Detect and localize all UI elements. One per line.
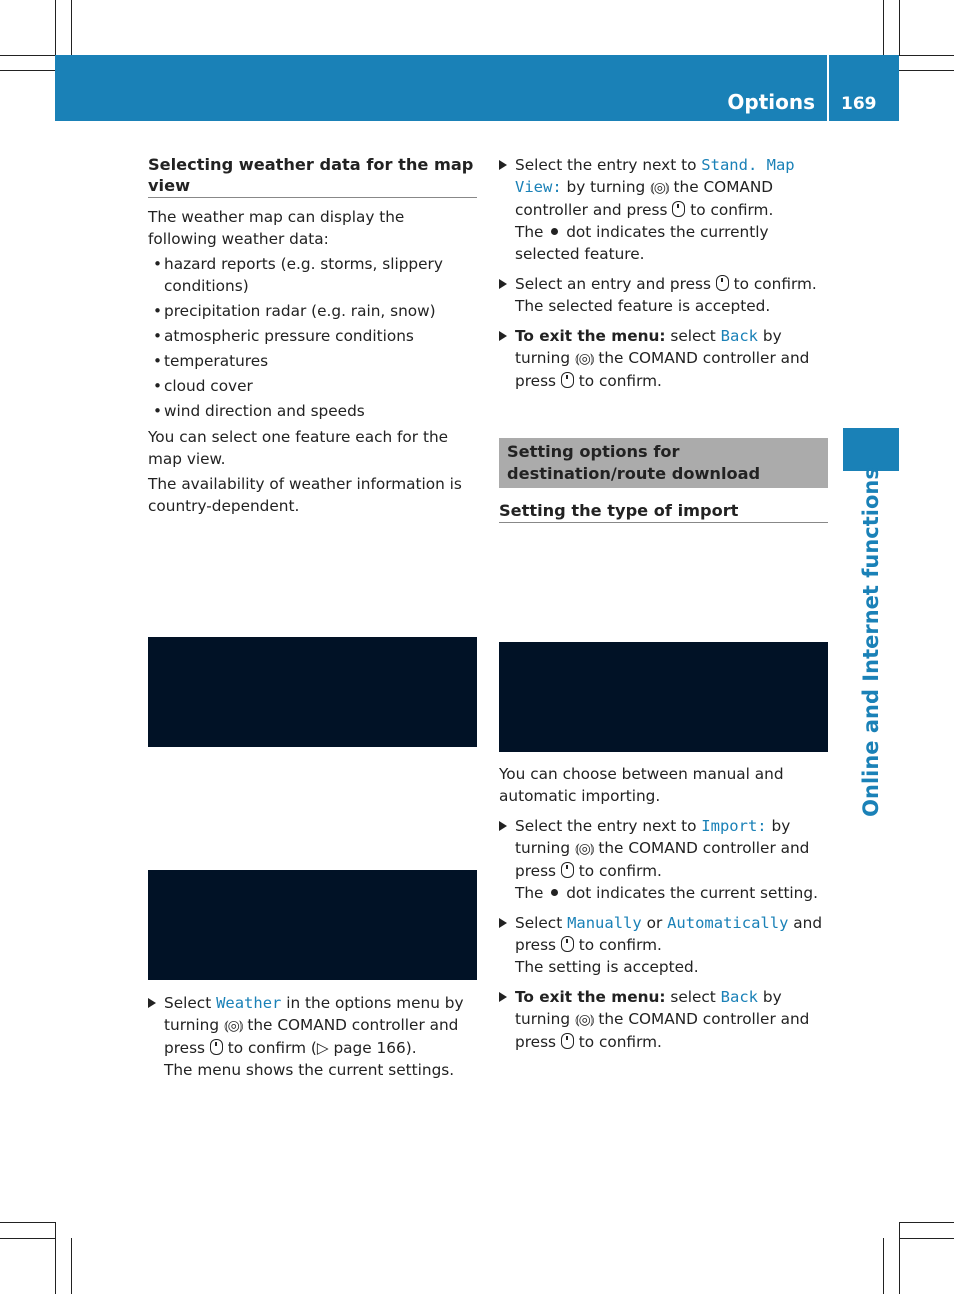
- chapter-tab: [843, 428, 899, 471]
- step-arrow-icon: [499, 918, 507, 928]
- crop-mark: [899, 70, 954, 71]
- section-title: Options: [727, 90, 815, 114]
- section-heading: Selecting weather data for the map view: [148, 155, 474, 195]
- crop-mark: [899, 1238, 954, 1239]
- list-item: • cloud cover: [153, 377, 253, 395]
- intro-text: The weather map can display the following weather data:: [148, 208, 405, 248]
- menu-item-automatically: Automatically: [667, 914, 789, 932]
- crop-mark: [899, 55, 954, 56]
- display-screenshot-1: [148, 637, 477, 747]
- instruction-step: Select Manually or Automatically and press to confirm. The setting is accepted.: [499, 912, 828, 978]
- instruction-step: Select the entry next to Stand. Map View: by turning ⦅◎⦆ the COMAND controller and press to confirm. The dot indicates the currently selected feature.: [499, 154, 828, 265]
- crop-mark: [899, 0, 900, 55]
- menu-item-manually: Manually: [567, 914, 642, 932]
- instruction-step: Select an entry and press to confirm. The selected feature is accepted.: [499, 273, 828, 317]
- controller-press-icon: [561, 1033, 574, 1049]
- step-arrow-icon: [499, 992, 507, 1002]
- list-item: • temperatures: [153, 352, 269, 370]
- controller-press-icon: [561, 862, 574, 878]
- menu-item-weather: Weather: [216, 994, 282, 1012]
- crop-mark: [0, 1222, 55, 1223]
- controller-turn-icon: ⦅◎⦆: [574, 841, 594, 857]
- subheading: Setting the type of import: [499, 501, 739, 520]
- left-steps: [148, 992, 477, 1089]
- step-arrow-icon: [499, 821, 507, 831]
- display-screenshot-3: [499, 642, 828, 752]
- chapter-title: Online and Internet functions: [859, 467, 883, 817]
- crop-mark: [55, 0, 56, 55]
- list-item: • wind direction and speeds: [153, 402, 365, 420]
- paragraph: You can choose between manual and automatic importing.: [499, 765, 784, 805]
- menu-item-back: Back: [720, 988, 758, 1006]
- controller-turn-icon: ⦅◎⦆: [650, 180, 669, 196]
- crop-mark: [71, 1238, 72, 1294]
- left-column: [148, 154, 477, 520]
- controller-press-icon: [561, 372, 574, 388]
- list-item: • atmospheric pressure conditions: [153, 327, 414, 345]
- radio-dot-icon: [551, 228, 558, 235]
- crop-mark: [0, 70, 55, 71]
- radio-dot-icon: [551, 889, 558, 896]
- controller-turn-icon: ⦅◎⦆: [223, 1018, 243, 1034]
- right-section: [499, 438, 828, 531]
- step-arrow-icon: [499, 331, 507, 341]
- controller-press-icon: [672, 201, 685, 217]
- step-arrow-icon: [148, 998, 156, 1008]
- instruction-step: To exit the menu: select Back by turning ⦅◎⦆ the COMAND controller and press to confirm.: [499, 986, 828, 1053]
- crop-mark: [883, 1238, 884, 1294]
- controller-turn-icon: ⦅◎⦆: [574, 351, 594, 367]
- menu-item-back: Back: [720, 327, 758, 345]
- crop-mark: [899, 1222, 954, 1223]
- crop-mark: [899, 1222, 900, 1294]
- controller-press-icon: [561, 936, 574, 952]
- controller-press-icon: [210, 1039, 223, 1055]
- step-arrow-icon: [499, 279, 507, 289]
- page-ref-icon: ▷: [316, 1039, 329, 1057]
- crop-mark: [0, 55, 55, 56]
- paragraph: You can select one feature each for the map view.: [148, 428, 449, 468]
- page-number: 169: [841, 94, 877, 114]
- subheading-block: [499, 500, 828, 523]
- crop-mark: [71, 0, 72, 55]
- menu-item-import: Import:: [701, 817, 767, 835]
- right-column: [499, 154, 828, 400]
- header-divider: [827, 55, 829, 121]
- list-item: • hazard reports (e.g. storms, slippery conditions): [153, 255, 443, 295]
- step-arrow-icon: [499, 160, 507, 170]
- list-item: • precipitation radar (e.g. rain, snow): [153, 302, 436, 320]
- display-screenshot-2: [148, 870, 477, 980]
- heading-block: [148, 154, 477, 198]
- instruction-step: Select the entry next to Import: by turning ⦅◎⦆ the COMAND controller and press to confirm. The dot indicates the current setting.: [499, 815, 828, 904]
- crop-mark: [883, 0, 884, 55]
- crop-mark: [0, 1238, 55, 1239]
- crop-mark: [55, 1222, 56, 1294]
- weather-data-list: [148, 253, 477, 422]
- instruction-step: To exit the menu: select Back by turning ⦅◎⦆ the COMAND controller and press to confirm.: [499, 325, 828, 392]
- controller-turn-icon: ⦅◎⦆: [574, 1012, 594, 1028]
- menu-item-stand-map-view: Stand. Map View:: [515, 156, 795, 196]
- right-steps: [499, 763, 828, 1061]
- instruction-step: Select Weather in the options menu by turning ⦅◎⦆ the COMAND controller and press to confirm (▷ page 166). The menu shows the current settings.: [148, 992, 477, 1081]
- gray-section-heading: Setting options for destination/route download: [499, 438, 828, 488]
- paragraph: The availability of weather information is country-dependent.: [148, 475, 462, 515]
- controller-press-icon: [716, 275, 729, 291]
